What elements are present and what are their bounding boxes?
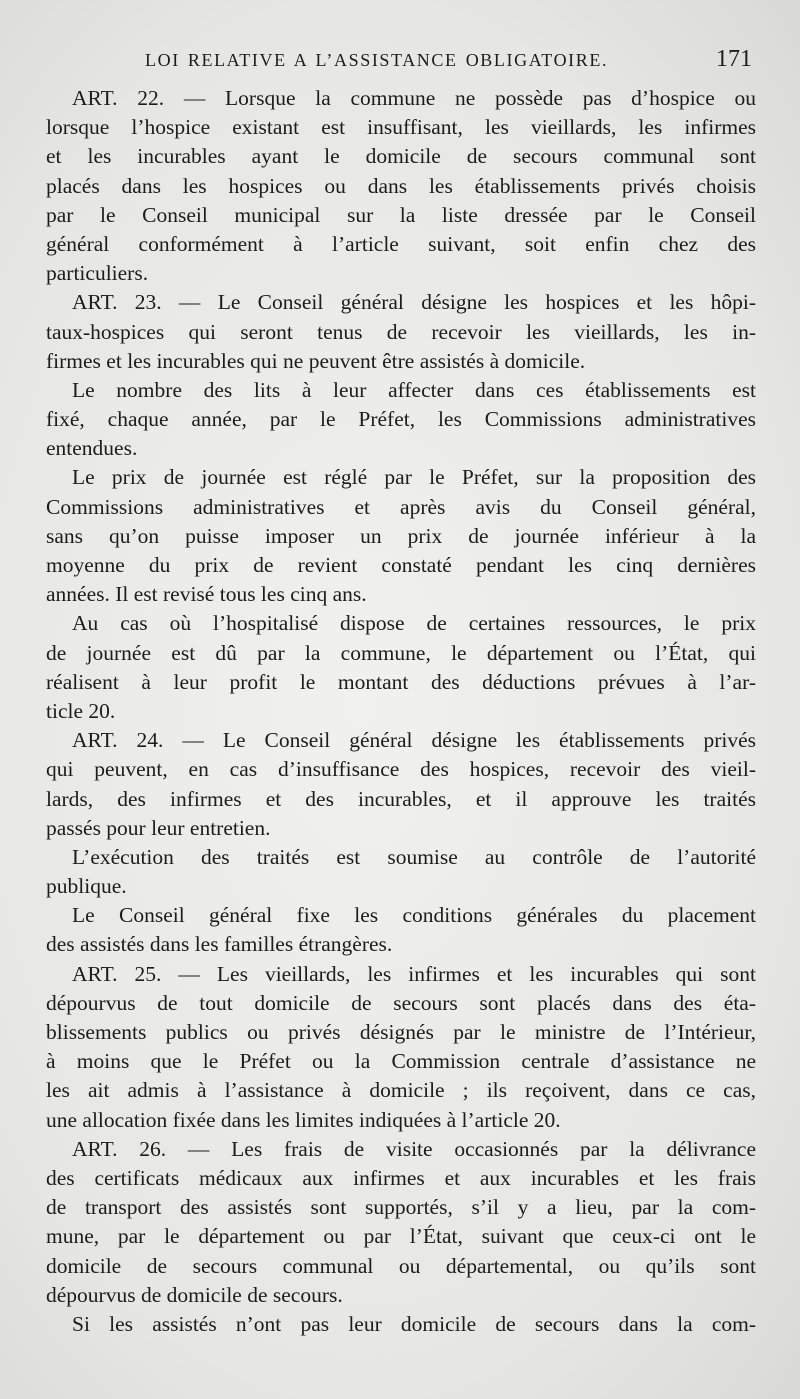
text-line: lards, des infirmes et des incurables, et il approuve les traités bbox=[46, 786, 756, 811]
text-line: de journée est dû par la commune, le département ou l’État, qui bbox=[46, 640, 756, 665]
text-line: particuliers. bbox=[46, 261, 149, 286]
text-line: et les incurables ayant le domicile de secours communal sont bbox=[46, 144, 756, 169]
text-line: une allocation fixée dans les limites indiquées à l’article 20. bbox=[46, 1107, 561, 1132]
text-line: ART. 22. — Lorsque la commune ne possède pas d’hospice ou bbox=[72, 86, 756, 110]
text-line: réalisent à leur profit le montant des déductions prévues à l’ar- bbox=[46, 669, 756, 694]
text-line: lorsque l’hospice existant est insuffisant, les vieillards, les infirmes bbox=[46, 115, 756, 140]
text-line: passés pour leur entretien. bbox=[46, 815, 271, 840]
text-line: dépourvus de domicile de secours. bbox=[46, 1282, 343, 1307]
text-line: placés dans les hospices ou dans les établissements privés choisis bbox=[46, 173, 756, 198]
text-line: Commissions administratives et après avis du Conseil général, bbox=[46, 494, 756, 519]
text-line: Au cas où l’hospitalisé dispose de certaines ressources, le prix bbox=[72, 611, 756, 636]
text-line: publique. bbox=[46, 874, 127, 899]
text-line: L’exécution des traités est soumise au contrôle de l’autorité bbox=[72, 844, 756, 869]
text-line: ART. 23. — Le Conseil général désigne les hospices et les hôpi- bbox=[72, 290, 756, 315]
text-line: ART. 25. — Les vieillards, les infirmes et les incurables qui sont bbox=[72, 961, 756, 986]
text-line: ART. 26. — Les frais de visite occasionnés par la délivrance bbox=[72, 1136, 756, 1161]
text-line: Le nombre des lits à leur affecter dans ces établissements est bbox=[72, 377, 756, 402]
text-line: des certificats médicaux aux infirmes et aux incurables et les frais bbox=[46, 1165, 756, 1190]
text-line: Si les assistés n’ont pas leur domicile de secours dans la com- bbox=[72, 1311, 756, 1336]
text-line: des assistés dans les familles étrangères. bbox=[46, 932, 393, 957]
text-line: les ait admis à l’assistance à domicile ; ils reçoivent, dans ce cas, bbox=[46, 1078, 756, 1103]
text-line: années. Il est revisé tous les cinq ans. bbox=[46, 582, 367, 607]
page-number: 171 bbox=[716, 46, 752, 72]
text-line: mune, par le département ou par l’État, suivant que ceux-ci ont le bbox=[46, 1224, 756, 1249]
text-line: qui peuvent, en cas d’insuffisance des hospices, recevoir des vieil- bbox=[46, 757, 756, 782]
text-line: dépourvus de tout domicile de secours sont placés dans des éta- bbox=[46, 990, 756, 1015]
text-line: Le Conseil général fixe les conditions générales du placement bbox=[72, 903, 756, 928]
text-line: sans qu’on puisse imposer un prix de journée inférieur à la bbox=[46, 523, 756, 548]
text-line: firmes et les incurables qui ne peuvent être assistés à domicile. bbox=[46, 348, 586, 373]
body-text bbox=[46, 84, 756, 1339]
page-header bbox=[145, 46, 760, 78]
text-line: blissements publics ou privés désignés par le ministre de l’Intérieur, bbox=[46, 1020, 756, 1044]
text-line: par le Conseil municipal sur la liste dressée par le Conseil bbox=[46, 202, 756, 227]
text-line: ticle 20. bbox=[46, 698, 116, 723]
text-line: Le prix de journée est réglé par le Préfet, sur la proposition des bbox=[72, 465, 756, 490]
text-line: taux-hospices qui seront tenus de recevoir les vieillards, les in- bbox=[46, 319, 756, 344]
text-line: moyenne du prix de revient constaté pendant les cinq dernières bbox=[46, 553, 756, 577]
text-line: fixé, chaque année, par le Préfet, les Commissions administratives bbox=[46, 407, 756, 432]
text-line: entendues. bbox=[46, 436, 138, 461]
text-line: général conformément à l’article suivant, soit enfin chez des bbox=[46, 231, 756, 256]
text-line: de transport des assistés sont supportés, s’il y a lieu, par la com- bbox=[46, 1195, 756, 1220]
text-line: à moins que le Préfet ou la Commission centrale d’assistance ne bbox=[46, 1049, 756, 1074]
text-line: domicile de secours communal ou départemental, ou qu’ils sont bbox=[46, 1253, 756, 1278]
text-line: ART. 24. — Le Conseil général désigne les établissements privés bbox=[72, 728, 756, 753]
running-title: LOI RELATIVE A L’ASSISTANCE OBLIGATOIRE. bbox=[145, 50, 609, 70]
